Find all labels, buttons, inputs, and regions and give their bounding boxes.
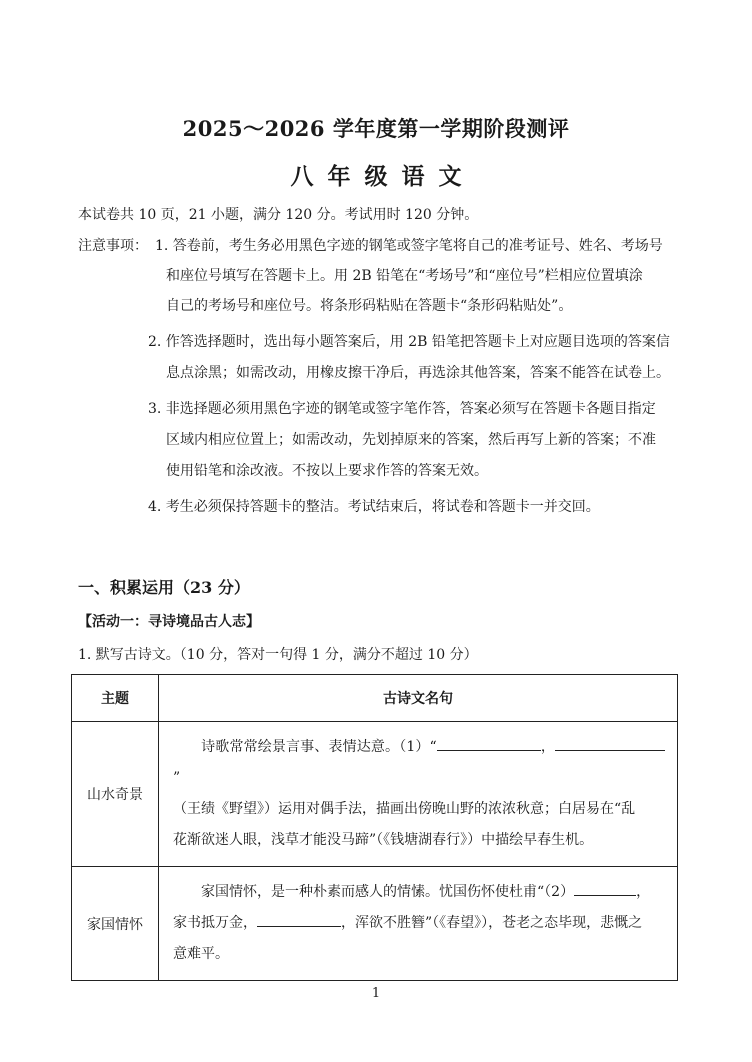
section-title: 一、积累运用（23 分）: [78, 578, 250, 597]
content-text: 意难平。: [173, 946, 229, 962]
page-number: 1: [371, 986, 381, 1001]
notice-item-1-cont: 和座位号填写在答题卡上。用 2B 铅笔在“考场号”和“座位号”栏相应位置填涂: [166, 268, 643, 284]
answer-blank[interactable]: [574, 879, 636, 896]
notice-item-4: 4. 考生必须保持答题卡的整洁。考试结束后，将试卷和答题卡一并交回。: [148, 499, 600, 515]
question-1: 1. 默写古诗文。（10 分，答对一句得 1 分，满分不超过 10 分）: [78, 647, 478, 663]
table-row: [72, 867, 678, 981]
header-theme: 主题: [72, 675, 159, 722]
exam-subtitle: 八年级语文: [290, 163, 476, 190]
notice-item-1-cont2: 自己的考场号和座位号。将条形码粘贴在答题卡“条形码粘贴处”。: [166, 298, 573, 314]
notice-label: 注意事项：: [78, 238, 148, 254]
poetry-table: [71, 674, 678, 981]
theme-cell: 山水奇景: [72, 722, 159, 867]
notice-item-3-cont: 区域内相应位置上；如需改动，先划掉原来的答案，然后再写上新的答案；不准: [166, 432, 656, 448]
content-cell: [159, 722, 678, 867]
notice-item-2-cont: 息点涂黑；如需改动，用橡皮擦干净后，再选涂其他答案，答案不能答在试卷上。: [166, 365, 670, 381]
notice-item-3-cont2: 使用铅笔和涂改液。不按以上要求作答的答案无效。: [166, 463, 488, 479]
answer-blank[interactable]: [437, 734, 541, 751]
table-header-row: [72, 675, 678, 722]
theme-cell: 家国情怀: [72, 867, 159, 981]
table-row: [72, 722, 678, 867]
content-text: 花渐欲迷人眼，浅草才能没马蹄”（《钱塘湖春行》）中描绘早春生机。: [173, 832, 594, 848]
content-cell: [159, 867, 678, 981]
header-lines: 古诗文名句: [159, 675, 678, 722]
notice-item-2: 2. 作答选择题时，选出每小题答案后，用 2B 铅笔把答题卡上对应题目选项的答案信: [148, 334, 670, 350]
content-text: ，: [540, 739, 555, 755]
activity-title: 【活动一：寻诗境品古人志】: [78, 614, 260, 630]
content-text: ，浑欲不胜簪”（《春望》），苍老之态毕现，悲慨之: [341, 915, 643, 931]
content-text: 诗歌常常绘景言事、表情达意。（1）“: [201, 739, 437, 755]
answer-blank[interactable]: [555, 734, 665, 751]
content-text: ”: [173, 770, 181, 786]
content-text: （王绩《野望》）运用对偶手法，描画出傍晚山野的浓浓秋意；白居易在“乱: [173, 801, 636, 817]
content-text: 家国情怀，是一种朴素而感人的情愫。忧国伤怀使杜甫“（2）: [201, 884, 575, 900]
exam-intro: 本试卷共 10 页，21 小题，满分 120 分。考试用时 120 分钟。: [78, 207, 479, 223]
answer-blank[interactable]: [257, 910, 341, 927]
notice-item-3: 3. 非选择题必须用黑色字迹的钢笔或签字笔作答，答案必须写在答题卡各题目指定: [148, 401, 656, 417]
content-text: ，: [636, 884, 651, 900]
notice-item-1: 1. 答卷前，考生务必用黑色字迹的钢笔或签字笔将自己的准考证号、姓名、考场号: [155, 238, 663, 254]
content-text: 家书抵万金，: [173, 915, 257, 931]
exam-title: 2025～2026 学年度第一学期阶段测评: [182, 116, 570, 141]
